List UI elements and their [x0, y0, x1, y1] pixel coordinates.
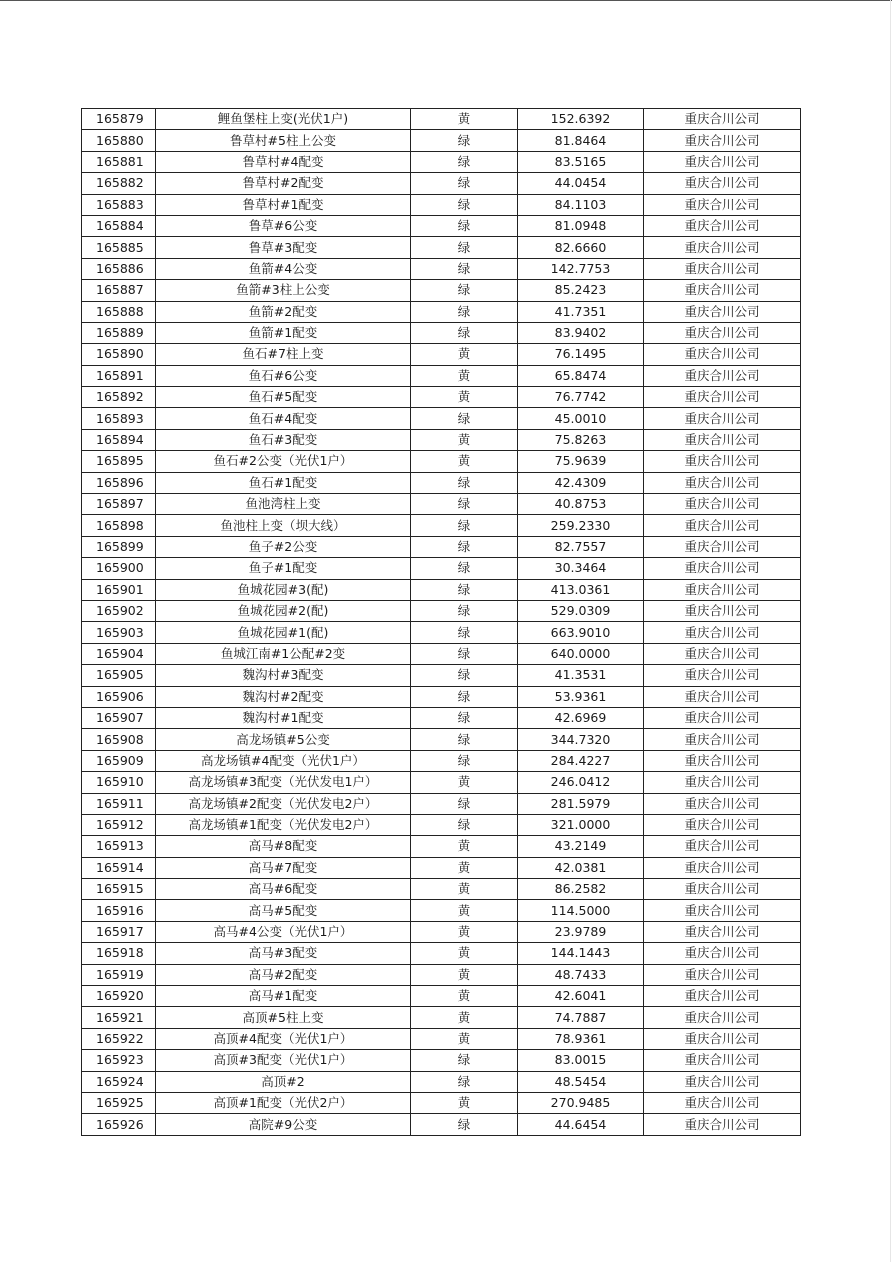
row-id-cell: 165907 — [82, 707, 156, 728]
table-row — [82, 109, 801, 130]
value-cell: 259.2330 — [518, 515, 644, 536]
table-row — [82, 494, 801, 515]
table-row — [82, 665, 801, 686]
row-id-cell: 165905 — [82, 665, 156, 686]
name-cell: 鲁草#6公变 — [156, 215, 411, 236]
table-row — [82, 301, 801, 322]
company-cell: 重庆合川公司 — [644, 1114, 801, 1135]
name-cell: 高顶#2 — [156, 1071, 411, 1092]
value-cell: 284.4227 — [518, 750, 644, 771]
company-cell: 重庆合川公司 — [644, 494, 801, 515]
table-row — [82, 943, 801, 964]
status-cell: 绿 — [411, 814, 518, 835]
company-cell: 重庆合川公司 — [644, 515, 801, 536]
table-row — [82, 1050, 801, 1071]
status-cell: 黄 — [411, 921, 518, 942]
status-cell: 黄 — [411, 1007, 518, 1028]
table-row — [82, 686, 801, 707]
name-cell: 鲁草村#1配变 — [156, 194, 411, 215]
table-row — [82, 1007, 801, 1028]
table-row — [82, 793, 801, 814]
company-cell: 重庆合川公司 — [644, 429, 801, 450]
status-cell: 绿 — [411, 173, 518, 194]
row-id-cell: 165886 — [82, 258, 156, 279]
table-row — [82, 600, 801, 621]
company-cell: 重庆合川公司 — [644, 707, 801, 728]
status-cell: 绿 — [411, 130, 518, 151]
value-cell: 44.6454 — [518, 1114, 644, 1135]
row-id-cell: 165917 — [82, 921, 156, 942]
table-row — [82, 707, 801, 728]
row-id-cell: 165892 — [82, 387, 156, 408]
status-cell: 绿 — [411, 686, 518, 707]
row-id-cell: 165914 — [82, 857, 156, 878]
row-id-cell: 165920 — [82, 986, 156, 1007]
status-cell: 黄 — [411, 943, 518, 964]
value-cell: 321.0000 — [518, 814, 644, 835]
row-id-cell: 165912 — [82, 814, 156, 835]
name-cell: 鱼石#1配变 — [156, 472, 411, 493]
value-cell: 44.0454 — [518, 173, 644, 194]
row-id-cell: 165896 — [82, 472, 156, 493]
table-row — [82, 1092, 801, 1113]
name-cell: 高马#8配变 — [156, 836, 411, 857]
company-cell: 重庆合川公司 — [644, 836, 801, 857]
row-id-cell: 165894 — [82, 429, 156, 450]
name-cell: 鱼石#4配变 — [156, 408, 411, 429]
value-cell: 76.1495 — [518, 344, 644, 365]
company-cell: 重庆合川公司 — [644, 173, 801, 194]
status-cell: 绿 — [411, 707, 518, 728]
row-id-cell: 165888 — [82, 301, 156, 322]
company-cell: 重庆合川公司 — [644, 558, 801, 579]
name-cell: 高顶#3配变（光伏1户） — [156, 1050, 411, 1071]
status-cell: 黄 — [411, 451, 518, 472]
name-cell: 高顶#4配变（光伏1户） — [156, 1028, 411, 1049]
status-cell: 黄 — [411, 1092, 518, 1113]
name-cell: 高马#7配变 — [156, 857, 411, 878]
name-cell: 鱼池柱上变（坝大线） — [156, 515, 411, 536]
status-cell: 绿 — [411, 194, 518, 215]
name-cell: 鲁草村#5柱上公变 — [156, 130, 411, 151]
value-cell: 48.5454 — [518, 1071, 644, 1092]
name-cell: 鱼箭#2配变 — [156, 301, 411, 322]
table-row — [82, 130, 801, 151]
status-cell: 绿 — [411, 536, 518, 557]
value-cell: 76.7742 — [518, 387, 644, 408]
company-cell: 重庆合川公司 — [644, 665, 801, 686]
name-cell: 鱼石#5配变 — [156, 387, 411, 408]
name-cell: 高马#6配变 — [156, 879, 411, 900]
value-cell: 83.0015 — [518, 1050, 644, 1071]
table-row — [82, 1114, 801, 1135]
status-cell: 绿 — [411, 793, 518, 814]
row-id-cell: 165884 — [82, 215, 156, 236]
status-cell: 黄 — [411, 879, 518, 900]
row-id-cell: 165906 — [82, 686, 156, 707]
company-cell: 重庆合川公司 — [644, 943, 801, 964]
table-row — [82, 900, 801, 921]
status-cell: 绿 — [411, 515, 518, 536]
row-id-cell: 165889 — [82, 322, 156, 343]
row-id-cell: 165910 — [82, 772, 156, 793]
table-row — [82, 515, 801, 536]
name-cell: 高顶#1配变（光伏2户） — [156, 1092, 411, 1113]
company-cell: 重庆合川公司 — [644, 579, 801, 600]
row-id-cell: 165900 — [82, 558, 156, 579]
status-cell: 绿 — [411, 622, 518, 643]
row-id-cell: 165904 — [82, 643, 156, 664]
page-right-edge — [890, 0, 891, 1262]
value-cell: 640.0000 — [518, 643, 644, 664]
table-row — [82, 451, 801, 472]
value-cell: 41.3531 — [518, 665, 644, 686]
name-cell: 鱼石#2公变（光伏1户） — [156, 451, 411, 472]
name-cell: 鱼箭#4公变 — [156, 258, 411, 279]
name-cell: 鱼石#6公变 — [156, 365, 411, 386]
name-cell: 鲤鱼堡柱上变(光伏1户) — [156, 109, 411, 130]
value-cell: 30.3464 — [518, 558, 644, 579]
row-id-cell: 165924 — [82, 1071, 156, 1092]
value-cell: 85.2423 — [518, 280, 644, 301]
row-id-cell: 165915 — [82, 879, 156, 900]
status-cell: 绿 — [411, 408, 518, 429]
status-cell: 绿 — [411, 643, 518, 664]
status-cell: 黄 — [411, 429, 518, 450]
row-id-cell: 165879 — [82, 109, 156, 130]
name-cell: 鱼城花园#2(配) — [156, 600, 411, 621]
table-row — [82, 729, 801, 750]
name-cell: 高龙场镇#1配变（光伏发电2户） — [156, 814, 411, 835]
value-cell: 74.7887 — [518, 1007, 644, 1028]
value-cell: 43.2149 — [518, 836, 644, 857]
table-row — [82, 558, 801, 579]
value-cell: 53.9361 — [518, 686, 644, 707]
status-cell: 黄 — [411, 109, 518, 130]
value-cell: 65.8474 — [518, 365, 644, 386]
name-cell: 高院#9公变 — [156, 1114, 411, 1135]
company-cell: 重庆合川公司 — [644, 986, 801, 1007]
table-row — [82, 472, 801, 493]
status-cell: 绿 — [411, 665, 518, 686]
value-cell: 42.6969 — [518, 707, 644, 728]
company-cell: 重庆合川公司 — [644, 921, 801, 942]
status-cell: 黄 — [411, 387, 518, 408]
status-cell: 绿 — [411, 494, 518, 515]
value-cell: 81.0948 — [518, 215, 644, 236]
name-cell: 高顶#5柱上变 — [156, 1007, 411, 1028]
row-id-cell: 165921 — [82, 1007, 156, 1028]
name-cell: 高龙场镇#2配变（光伏发电2户） — [156, 793, 411, 814]
value-cell: 142.7753 — [518, 258, 644, 279]
company-cell: 重庆合川公司 — [644, 1071, 801, 1092]
status-cell: 绿 — [411, 558, 518, 579]
status-cell: 黄 — [411, 836, 518, 857]
company-cell: 重庆合川公司 — [644, 408, 801, 429]
status-cell: 黄 — [411, 1028, 518, 1049]
name-cell: 鱼子#2公变 — [156, 536, 411, 557]
company-cell: 重庆合川公司 — [644, 900, 801, 921]
row-id-cell: 165916 — [82, 900, 156, 921]
row-id-cell: 165880 — [82, 130, 156, 151]
name-cell: 鱼城江南#1公配#2变 — [156, 643, 411, 664]
value-cell: 83.5165 — [518, 151, 644, 172]
row-id-cell: 165911 — [82, 793, 156, 814]
status-cell: 黄 — [411, 900, 518, 921]
company-cell: 重庆合川公司 — [644, 964, 801, 985]
table-row — [82, 921, 801, 942]
name-cell: 鱼石#3配变 — [156, 429, 411, 450]
status-cell: 绿 — [411, 1114, 518, 1135]
page-top-border — [0, 0, 892, 1]
company-cell: 重庆合川公司 — [644, 772, 801, 793]
value-cell: 82.7557 — [518, 536, 644, 557]
row-id-cell: 165901 — [82, 579, 156, 600]
value-cell: 41.7351 — [518, 301, 644, 322]
value-cell: 81.8464 — [518, 130, 644, 151]
table-row — [82, 408, 801, 429]
value-cell: 152.6392 — [518, 109, 644, 130]
row-id-cell: 165902 — [82, 600, 156, 621]
status-cell: 绿 — [411, 729, 518, 750]
row-id-cell: 165913 — [82, 836, 156, 857]
name-cell: 鱼石#7柱上变 — [156, 344, 411, 365]
row-id-cell: 165890 — [82, 344, 156, 365]
name-cell: 高马#2配变 — [156, 964, 411, 985]
table-row — [82, 280, 801, 301]
table-row — [82, 536, 801, 557]
value-cell: 84.1103 — [518, 194, 644, 215]
table-row — [82, 237, 801, 258]
name-cell: 鱼箭#1配变 — [156, 322, 411, 343]
name-cell: 鱼子#1配变 — [156, 558, 411, 579]
table-row — [82, 579, 801, 600]
status-cell: 绿 — [411, 237, 518, 258]
table-row — [82, 1028, 801, 1049]
row-id-cell: 165925 — [82, 1092, 156, 1113]
company-cell: 重庆合川公司 — [644, 365, 801, 386]
row-id-cell: 165923 — [82, 1050, 156, 1071]
table-row — [82, 750, 801, 771]
company-cell: 重庆合川公司 — [644, 879, 801, 900]
table-row — [82, 1071, 801, 1092]
value-cell: 413.0361 — [518, 579, 644, 600]
value-cell: 246.0412 — [518, 772, 644, 793]
company-cell: 重庆合川公司 — [644, 686, 801, 707]
company-cell: 重庆合川公司 — [644, 451, 801, 472]
status-cell: 绿 — [411, 151, 518, 172]
table-row — [82, 986, 801, 1007]
row-id-cell: 165895 — [82, 451, 156, 472]
name-cell: 高马#4公变（光伏1户） — [156, 921, 411, 942]
table-row — [82, 964, 801, 985]
table-row — [82, 836, 801, 857]
company-cell: 重庆合川公司 — [644, 600, 801, 621]
status-cell: 绿 — [411, 1050, 518, 1071]
name-cell: 高马#1配变 — [156, 986, 411, 1007]
company-cell: 重庆合川公司 — [644, 472, 801, 493]
status-cell: 绿 — [411, 472, 518, 493]
row-id-cell: 165881 — [82, 151, 156, 172]
table-row — [82, 215, 801, 236]
name-cell: 鱼池湾柱上变 — [156, 494, 411, 515]
row-id-cell: 165926 — [82, 1114, 156, 1135]
row-id-cell: 165882 — [82, 173, 156, 194]
company-cell: 重庆合川公司 — [644, 857, 801, 878]
company-cell: 重庆合川公司 — [644, 1028, 801, 1049]
row-id-cell: 165909 — [82, 750, 156, 771]
value-cell: 529.0309 — [518, 600, 644, 621]
status-cell: 绿 — [411, 258, 518, 279]
status-cell: 绿 — [411, 301, 518, 322]
row-id-cell: 165922 — [82, 1028, 156, 1049]
status-cell: 绿 — [411, 322, 518, 343]
value-cell: 42.4309 — [518, 472, 644, 493]
company-cell: 重庆合川公司 — [644, 151, 801, 172]
status-cell: 黄 — [411, 772, 518, 793]
row-id-cell: 165918 — [82, 943, 156, 964]
name-cell: 魏沟村#3配变 — [156, 665, 411, 686]
company-cell: 重庆合川公司 — [644, 215, 801, 236]
row-id-cell: 165903 — [82, 622, 156, 643]
company-cell: 重庆合川公司 — [644, 130, 801, 151]
value-cell: 270.9485 — [518, 1092, 644, 1113]
table-row — [82, 772, 801, 793]
row-id-cell: 165893 — [82, 408, 156, 429]
status-cell: 黄 — [411, 344, 518, 365]
value-cell: 75.9639 — [518, 451, 644, 472]
value-cell: 281.5979 — [518, 793, 644, 814]
company-cell: 重庆合川公司 — [644, 643, 801, 664]
row-id-cell: 165885 — [82, 237, 156, 258]
company-cell: 重庆合川公司 — [644, 280, 801, 301]
company-cell: 重庆合川公司 — [644, 793, 801, 814]
status-cell: 黄 — [411, 964, 518, 985]
company-cell: 重庆合川公司 — [644, 301, 801, 322]
company-cell: 重庆合川公司 — [644, 1007, 801, 1028]
company-cell: 重庆合川公司 — [644, 344, 801, 365]
table-row — [82, 857, 801, 878]
company-cell: 重庆合川公司 — [644, 194, 801, 215]
row-id-cell: 165891 — [82, 365, 156, 386]
name-cell: 魏沟村#2配变 — [156, 686, 411, 707]
value-cell: 663.9010 — [518, 622, 644, 643]
name-cell: 鲁草#3配变 — [156, 237, 411, 258]
row-id-cell: 165897 — [82, 494, 156, 515]
status-cell: 绿 — [411, 579, 518, 600]
status-cell: 绿 — [411, 1071, 518, 1092]
status-cell: 绿 — [411, 215, 518, 236]
row-id-cell: 165898 — [82, 515, 156, 536]
company-cell: 重庆合川公司 — [644, 622, 801, 643]
table-row — [82, 622, 801, 643]
row-id-cell: 165883 — [82, 194, 156, 215]
table-row — [82, 344, 801, 365]
name-cell: 鲁草村#4配变 — [156, 151, 411, 172]
company-cell: 重庆合川公司 — [644, 814, 801, 835]
value-cell: 114.5000 — [518, 900, 644, 921]
row-id-cell: 165908 — [82, 729, 156, 750]
name-cell: 鱼城花园#1(配) — [156, 622, 411, 643]
table-body — [82, 109, 801, 1136]
name-cell: 鱼城花园#3(配) — [156, 579, 411, 600]
row-id-cell: 165887 — [82, 280, 156, 301]
name-cell: 高马#3配变 — [156, 943, 411, 964]
status-cell: 黄 — [411, 857, 518, 878]
company-cell: 重庆合川公司 — [644, 322, 801, 343]
value-cell: 48.7433 — [518, 964, 644, 985]
company-cell: 重庆合川公司 — [644, 750, 801, 771]
table-row — [82, 643, 801, 664]
company-cell: 重庆合川公司 — [644, 387, 801, 408]
table-row — [82, 194, 801, 215]
company-cell: 重庆合川公司 — [644, 1092, 801, 1113]
row-id-cell: 165899 — [82, 536, 156, 557]
value-cell: 78.9361 — [518, 1028, 644, 1049]
name-cell: 鲁草村#2配变 — [156, 173, 411, 194]
value-cell: 86.2582 — [518, 879, 644, 900]
name-cell: 魏沟村#1配变 — [156, 707, 411, 728]
name-cell: 高龙场镇#3配变（光伏发电1户） — [156, 772, 411, 793]
company-cell: 重庆合川公司 — [644, 536, 801, 557]
company-cell: 重庆合川公司 — [644, 237, 801, 258]
name-cell: 高马#5配变 — [156, 900, 411, 921]
row-id-cell: 165919 — [82, 964, 156, 985]
value-cell: 144.1443 — [518, 943, 644, 964]
value-cell: 344.7320 — [518, 729, 644, 750]
company-cell: 重庆合川公司 — [644, 258, 801, 279]
name-cell: 高龙场镇#5公变 — [156, 729, 411, 750]
value-cell: 40.8753 — [518, 494, 644, 515]
company-cell: 重庆合川公司 — [644, 109, 801, 130]
table-row — [82, 258, 801, 279]
value-cell: 83.9402 — [518, 322, 644, 343]
value-cell: 45.0010 — [518, 408, 644, 429]
table-row — [82, 173, 801, 194]
status-cell: 黄 — [411, 365, 518, 386]
value-cell: 42.6041 — [518, 986, 644, 1007]
company-cell: 重庆合川公司 — [644, 1050, 801, 1071]
status-cell: 绿 — [411, 280, 518, 301]
table-row — [82, 322, 801, 343]
company-cell: 重庆合川公司 — [644, 729, 801, 750]
table-row — [82, 429, 801, 450]
value-cell: 82.6660 — [518, 237, 644, 258]
value-cell: 23.9789 — [518, 921, 644, 942]
status-cell: 黄 — [411, 986, 518, 1007]
table-row — [82, 879, 801, 900]
transformer-table — [81, 108, 801, 1136]
status-cell: 绿 — [411, 750, 518, 771]
table-row — [82, 365, 801, 386]
table-row — [82, 387, 801, 408]
name-cell: 高龙场镇#4配变（光伏1户） — [156, 750, 411, 771]
name-cell: 鱼箭#3柱上公变 — [156, 280, 411, 301]
value-cell: 75.8263 — [518, 429, 644, 450]
table-row — [82, 814, 801, 835]
status-cell: 绿 — [411, 600, 518, 621]
value-cell: 42.0381 — [518, 857, 644, 878]
table-row — [82, 151, 801, 172]
